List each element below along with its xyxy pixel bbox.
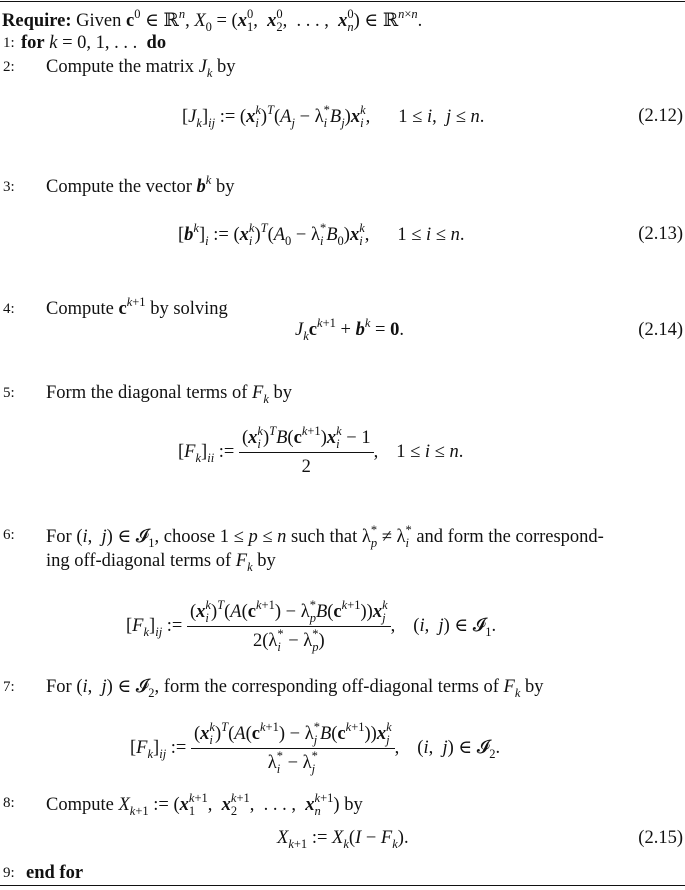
step-8-line: Compute $X_{k+1}$ := (x k+1 1 , x k+1 2 , . . . , x k+1 n ) by: [46, 791, 363, 818]
require-text: Given: [76, 11, 122, 31]
equation-number: (2.12): [638, 106, 683, 126]
equation-number: (2.14): [638, 320, 683, 340]
equation-offdiag-I2: $[F_k]_{ij}$ := (x k i )$^T(A(c^{k+1}) - \lambda$ * j $B(c^{k+1}))x$ k j λ * i − λ * j , (i, j) ∈ 𝓘$_2$.: [130, 720, 501, 776]
by-word: by: [273, 383, 293, 403]
step-number: 8:: [3, 795, 15, 811]
step-5-line: Form the diagonal terms of $F_k$ by: [46, 383, 293, 406]
step-number: 4:: [3, 301, 15, 317]
require-label: Require:: [2, 11, 72, 31]
by-solving-words: by solving: [150, 299, 228, 319]
step-number: 5:: [3, 385, 15, 401]
by-word: by: [215, 177, 235, 197]
by-word: by: [257, 551, 276, 571]
step-number: 6:: [3, 527, 15, 543]
bottom-rule: [0, 885, 685, 886]
step-6-line: For (i, j) ∈ 𝓘$_1$, choose 1 ≤ p ≤ n such that λ * p ≠ λ * i and form the correspond-: [46, 523, 604, 550]
do-keyword: do: [146, 33, 167, 53]
equation-number: (2.13): [638, 224, 683, 244]
equation-2-14: $J_kc^{k+1} + b^k = 0$.: [295, 316, 404, 343]
step-7-line: For (i, j) ∈ 𝓘$_2$, form the corresponding off-diagonal terms of $F_k$ by: [46, 677, 544, 700]
step-number: 2:: [3, 59, 15, 75]
step-5-text: Form the diagonal terms of: [46, 383, 248, 403]
step-4-text: Compute: [46, 299, 114, 319]
step-2-line: Compute the matrix $J_k$ by: [46, 57, 236, 80]
for-keyword: for: [21, 33, 45, 53]
step-2-text: Compute the matrix: [46, 57, 194, 77]
equation-number: (2.15): [638, 828, 683, 848]
by-word: by: [217, 57, 236, 77]
step-6-continuation: ing off-diagonal terms of: [46, 551, 232, 571]
equation-2-15: $X_{k+1}$ := $X_k(I - F_k)$.: [277, 828, 409, 851]
step-6-line-2: ing off-diagonal terms of $F_k$ by: [46, 551, 276, 574]
equation-offdiag-I1: $[F_k]_{ij}$ := (x k i )$^T(A(c^{k+1}) - \lambda$ * p $B(c^{k+1}))x$ k j 2(λ * i − λ * p ) , (i, j) ∈ 𝓘$_1$.: [126, 598, 497, 654]
top-rule: [0, 1, 685, 2]
step-number: 3:: [3, 179, 15, 195]
step-1-line: for k = 0, 1, . . . do: [21, 33, 167, 53]
equation-2-13: $[b^k]_i$ := (x k i )$^T(A_0 - \lambda$ * i $B_0)x$ k i , 1 ≤ i ≤ n.: [178, 221, 465, 248]
step-number: 1:: [3, 35, 15, 51]
by-word: by: [344, 795, 363, 815]
step-9-line: [26, 862, 83, 884]
step-8-text: Compute: [46, 795, 114, 815]
end-for-keyword: end for: [26, 863, 84, 883]
step-3-text: Compute the vector: [46, 177, 192, 197]
equation-diagonal-F: $[F_k]_{ii}$ := (x k i )$^TB(c^{k+1})x$ k i − 1 2 , 1 ≤ i ≤ n.: [178, 424, 464, 477]
step-number: 9:: [3, 865, 15, 881]
step-number: 7:: [3, 679, 15, 695]
require-line: Require: Given $c^0$ ∈ ℝ$^n$, $X_0 = (x$ 0 1 , x 0 2 , . . . , x 0 n ) ∈ ℝ$^{n\times n}$.: [2, 7, 423, 34]
equation-2-12: $[J_k]_{ij}$ := (x k i )$^T(A_j - \lambda$ * i $B_j)x$ k i , 1 ≤ i, j ≤ n.: [182, 103, 485, 130]
step-3-line: Compute the vector $b^k$ by: [46, 173, 235, 197]
step-4-line: Compute $c^{k+1}$ by solving: [46, 295, 228, 319]
